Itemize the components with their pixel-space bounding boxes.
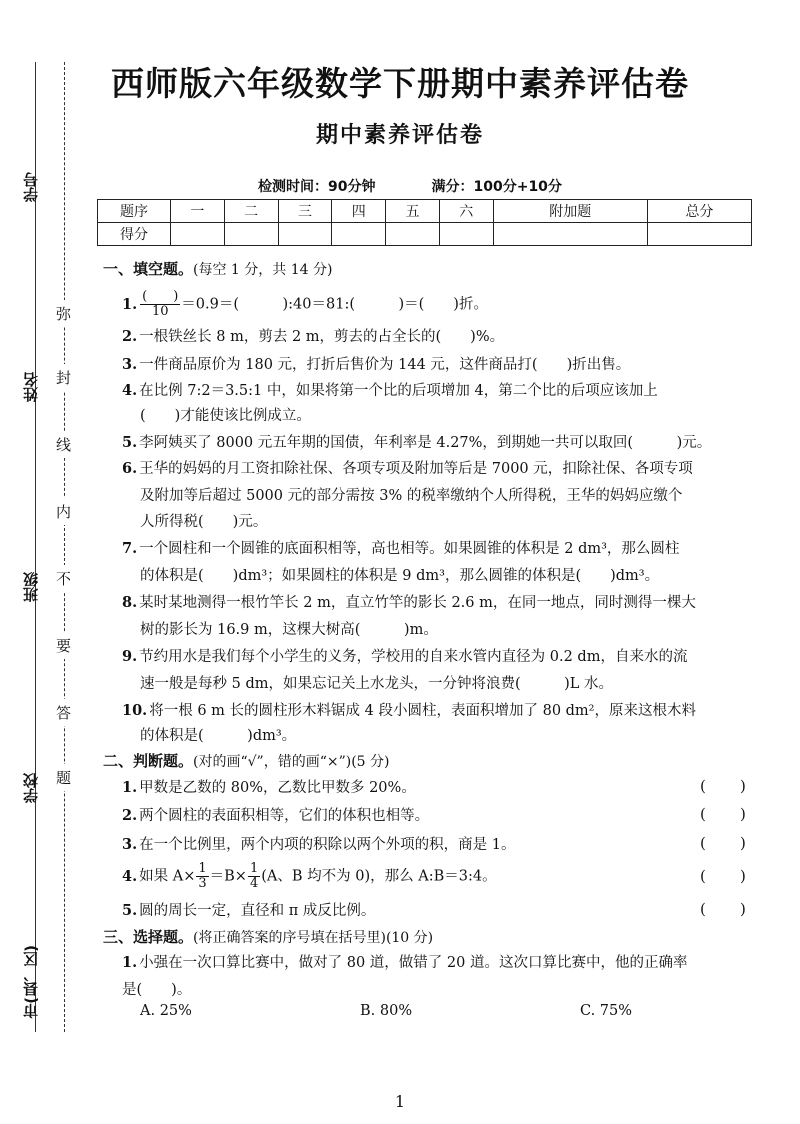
question-1-8-cont: 树的影长为 16.9 m，这棵大树高( )m。: [140, 622, 438, 638]
page-number: 1: [394, 1092, 406, 1111]
name-label: 姓名: [22, 372, 40, 402]
score-cell[interactable]: [386, 223, 440, 246]
question-2-1: 1. 甲数是乙数的 80%，乙数比甲数多 20%。: [122, 779, 416, 796]
seal-char: 答: [56, 699, 71, 726]
choice-a[interactable]: A. 25%: [140, 1003, 192, 1019]
table-header-cell: 五: [386, 200, 440, 223]
page-title: 西师版六年级数学下册期中素养评估卷: [111, 64, 689, 103]
choice-b[interactable]: B. 80%: [360, 1003, 413, 1019]
question-1-8: 8. 某时某地测得一根竹竿长 2 m，直立竹竿的影长 2.6 m，在同一地点，同时测得一棵大: [122, 594, 696, 611]
binding-line: [35, 62, 36, 1032]
section-judge-title: 二、判断题。(对的画“√”，错的画“×”)(5 分): [103, 752, 390, 770]
score-table-score-row: [98, 223, 752, 246]
question-1-4: 4. 在比例 7:2＝3.5:1 中，如果将第一个比的后项增加 4，第二个比的后项应该加上: [122, 382, 658, 399]
choice-c[interactable]: C. 75%: [580, 1003, 633, 1019]
section-fill-in-title: 一、填空题。(每空 1 分，共 14 分): [103, 260, 333, 278]
exam-meta: [258, 176, 618, 196]
score-cell[interactable]: [493, 223, 647, 246]
answer-paren[interactable]: ( ): [700, 900, 746, 918]
question-1-6-cont: 人所得税( )元。: [140, 514, 268, 530]
table-header-cell: 题序: [98, 200, 171, 223]
score-cell[interactable]: [647, 223, 751, 246]
question-1-9-cont: 速一般是每秒 5 dm，如果忘记关上水龙头，一分钟将浪费( )L 水。: [140, 676, 614, 692]
table-header-cell: 一: [171, 200, 225, 223]
seal-char: 线: [56, 431, 71, 458]
question-2-3: 3. 在一个比例里，两个内项的积除以两个外项的积，商是 1。: [122, 836, 516, 853]
question-1-6: 6. 王华的妈妈的月工资扣除社保、各项专项及附加等后是 7000 元，扣除社保、各项专项: [122, 460, 693, 477]
fraction: $\frac{1}{4}$: [249, 861, 259, 891]
question-2-2: 2. 两个圆柱的表面积相等，它们的体积也相等。: [122, 807, 430, 824]
answer-paren[interactable]: ( ): [700, 805, 746, 823]
question-1-2: 2. 一根铁丝长 8 m，剪去 2 m，剪去的占全长的( )%。: [122, 328, 505, 345]
question-2-4: 4. 如果 A× $\frac{1}{3}$ ＝B× $\frac{1}{4}$ (A、B 均不为 0)，那么 A:B＝3:4。: [122, 861, 497, 891]
score-table: [97, 199, 752, 246]
seal-char: 封: [56, 364, 71, 391]
question-1-9: 9. 节约用水是我们每个小学生的义务，学校用的自来水管内直径为 0.2 dm，自来水的流: [122, 648, 688, 665]
seal-char: 弥: [56, 300, 71, 327]
table-header-cell: 六: [439, 200, 493, 223]
full-score: 满分：100分+10分: [431, 179, 562, 195]
question-1-6-cont: 及附加等后超过 5000 元的部分需按 3% 的税率缴纳个人所得税，王华的妈妈应缴个: [140, 488, 683, 504]
class-label: 班级: [22, 572, 40, 602]
table-header-cell: 四: [332, 200, 386, 223]
seal-char: 题: [56, 764, 71, 791]
answer-paren[interactable]: ( ): [700, 867, 746, 885]
score-cell[interactable]: [278, 223, 332, 246]
question-1-7-cont: 的体积是( )dm³；如果圆柱的体积是 9 dm³，那么圆锥的体积是( )dm³。: [140, 568, 660, 584]
score-row-label: 得分: [98, 223, 171, 246]
question-1-4-cont: ( )才能使该比例成立。: [140, 408, 311, 424]
answer-paren[interactable]: ( ): [700, 834, 746, 852]
section-choice-title: 三、选择题。(将正确答案的序号填在括号里)(10 分): [103, 928, 434, 946]
table-header-cell: 总分: [647, 200, 751, 223]
score-cell[interactable]: [439, 223, 493, 246]
question-3-1-cont: 是( )。: [122, 982, 192, 998]
question-3-1: 1. 小强在一次口算比赛中，做对了 80 道，做错了 20 道。这次口算比赛中，他的正确率: [122, 954, 688, 971]
table-header-cell: 附加题: [493, 200, 647, 223]
question-1-3: 3. 一件商品原价为 180 元，打折后售价为 144 元，这件商品打( )折出售。: [122, 356, 631, 373]
fraction: $\frac{1}{3}$: [198, 861, 207, 891]
score-cell[interactable]: [224, 223, 278, 246]
seal-char: 不: [56, 565, 71, 592]
question-2-5: 5. 圆的周长一定，直径和 π 成反比例。: [122, 902, 376, 919]
table-header-cell: 二: [224, 200, 278, 223]
city-label: 市(县、区): [22, 945, 40, 1019]
answer-paren[interactable]: ( ): [700, 777, 746, 795]
question-1-5: 5. 李阿姨买了 8000 元五年期的国债，年利率是 4.27%，到期她一共可以取回( )元。: [122, 434, 712, 451]
seal-line: [64, 62, 65, 1032]
question-1-1: 1. $\frac{( )}{10}$ ＝0.9＝( ):40＝81:( )＝( )折。: [122, 289, 488, 319]
seal-char: 要: [56, 632, 71, 659]
question-1-7: 7. 一个圆柱和一个圆锥的底面积相等，高也相等。如果圆锥的体积是 2 dm³，那么圆柱: [122, 540, 680, 557]
page-subtitle: 期中素养评估卷: [315, 123, 484, 148]
question-1-10: 10. 将一根 6 m 长的圆柱形木料锯成 4 段小圆柱，表面积增加了 80 dm²，原来这根木料: [122, 702, 696, 719]
table-header-cell: 三: [278, 200, 332, 223]
score-cell[interactable]: [332, 223, 386, 246]
student-id-label: 学号: [22, 172, 40, 202]
score-cell[interactable]: [171, 223, 225, 246]
school-label: 学校: [22, 773, 40, 803]
fraction: $\frac{( )}{10}$: [142, 289, 179, 319]
question-1-10-cont: 的体积是( )dm³。: [140, 728, 297, 744]
exam-time: 检测时间：90分钟: [258, 179, 376, 195]
score-table-header-row: [98, 200, 752, 223]
seal-char: 内: [56, 498, 71, 525]
